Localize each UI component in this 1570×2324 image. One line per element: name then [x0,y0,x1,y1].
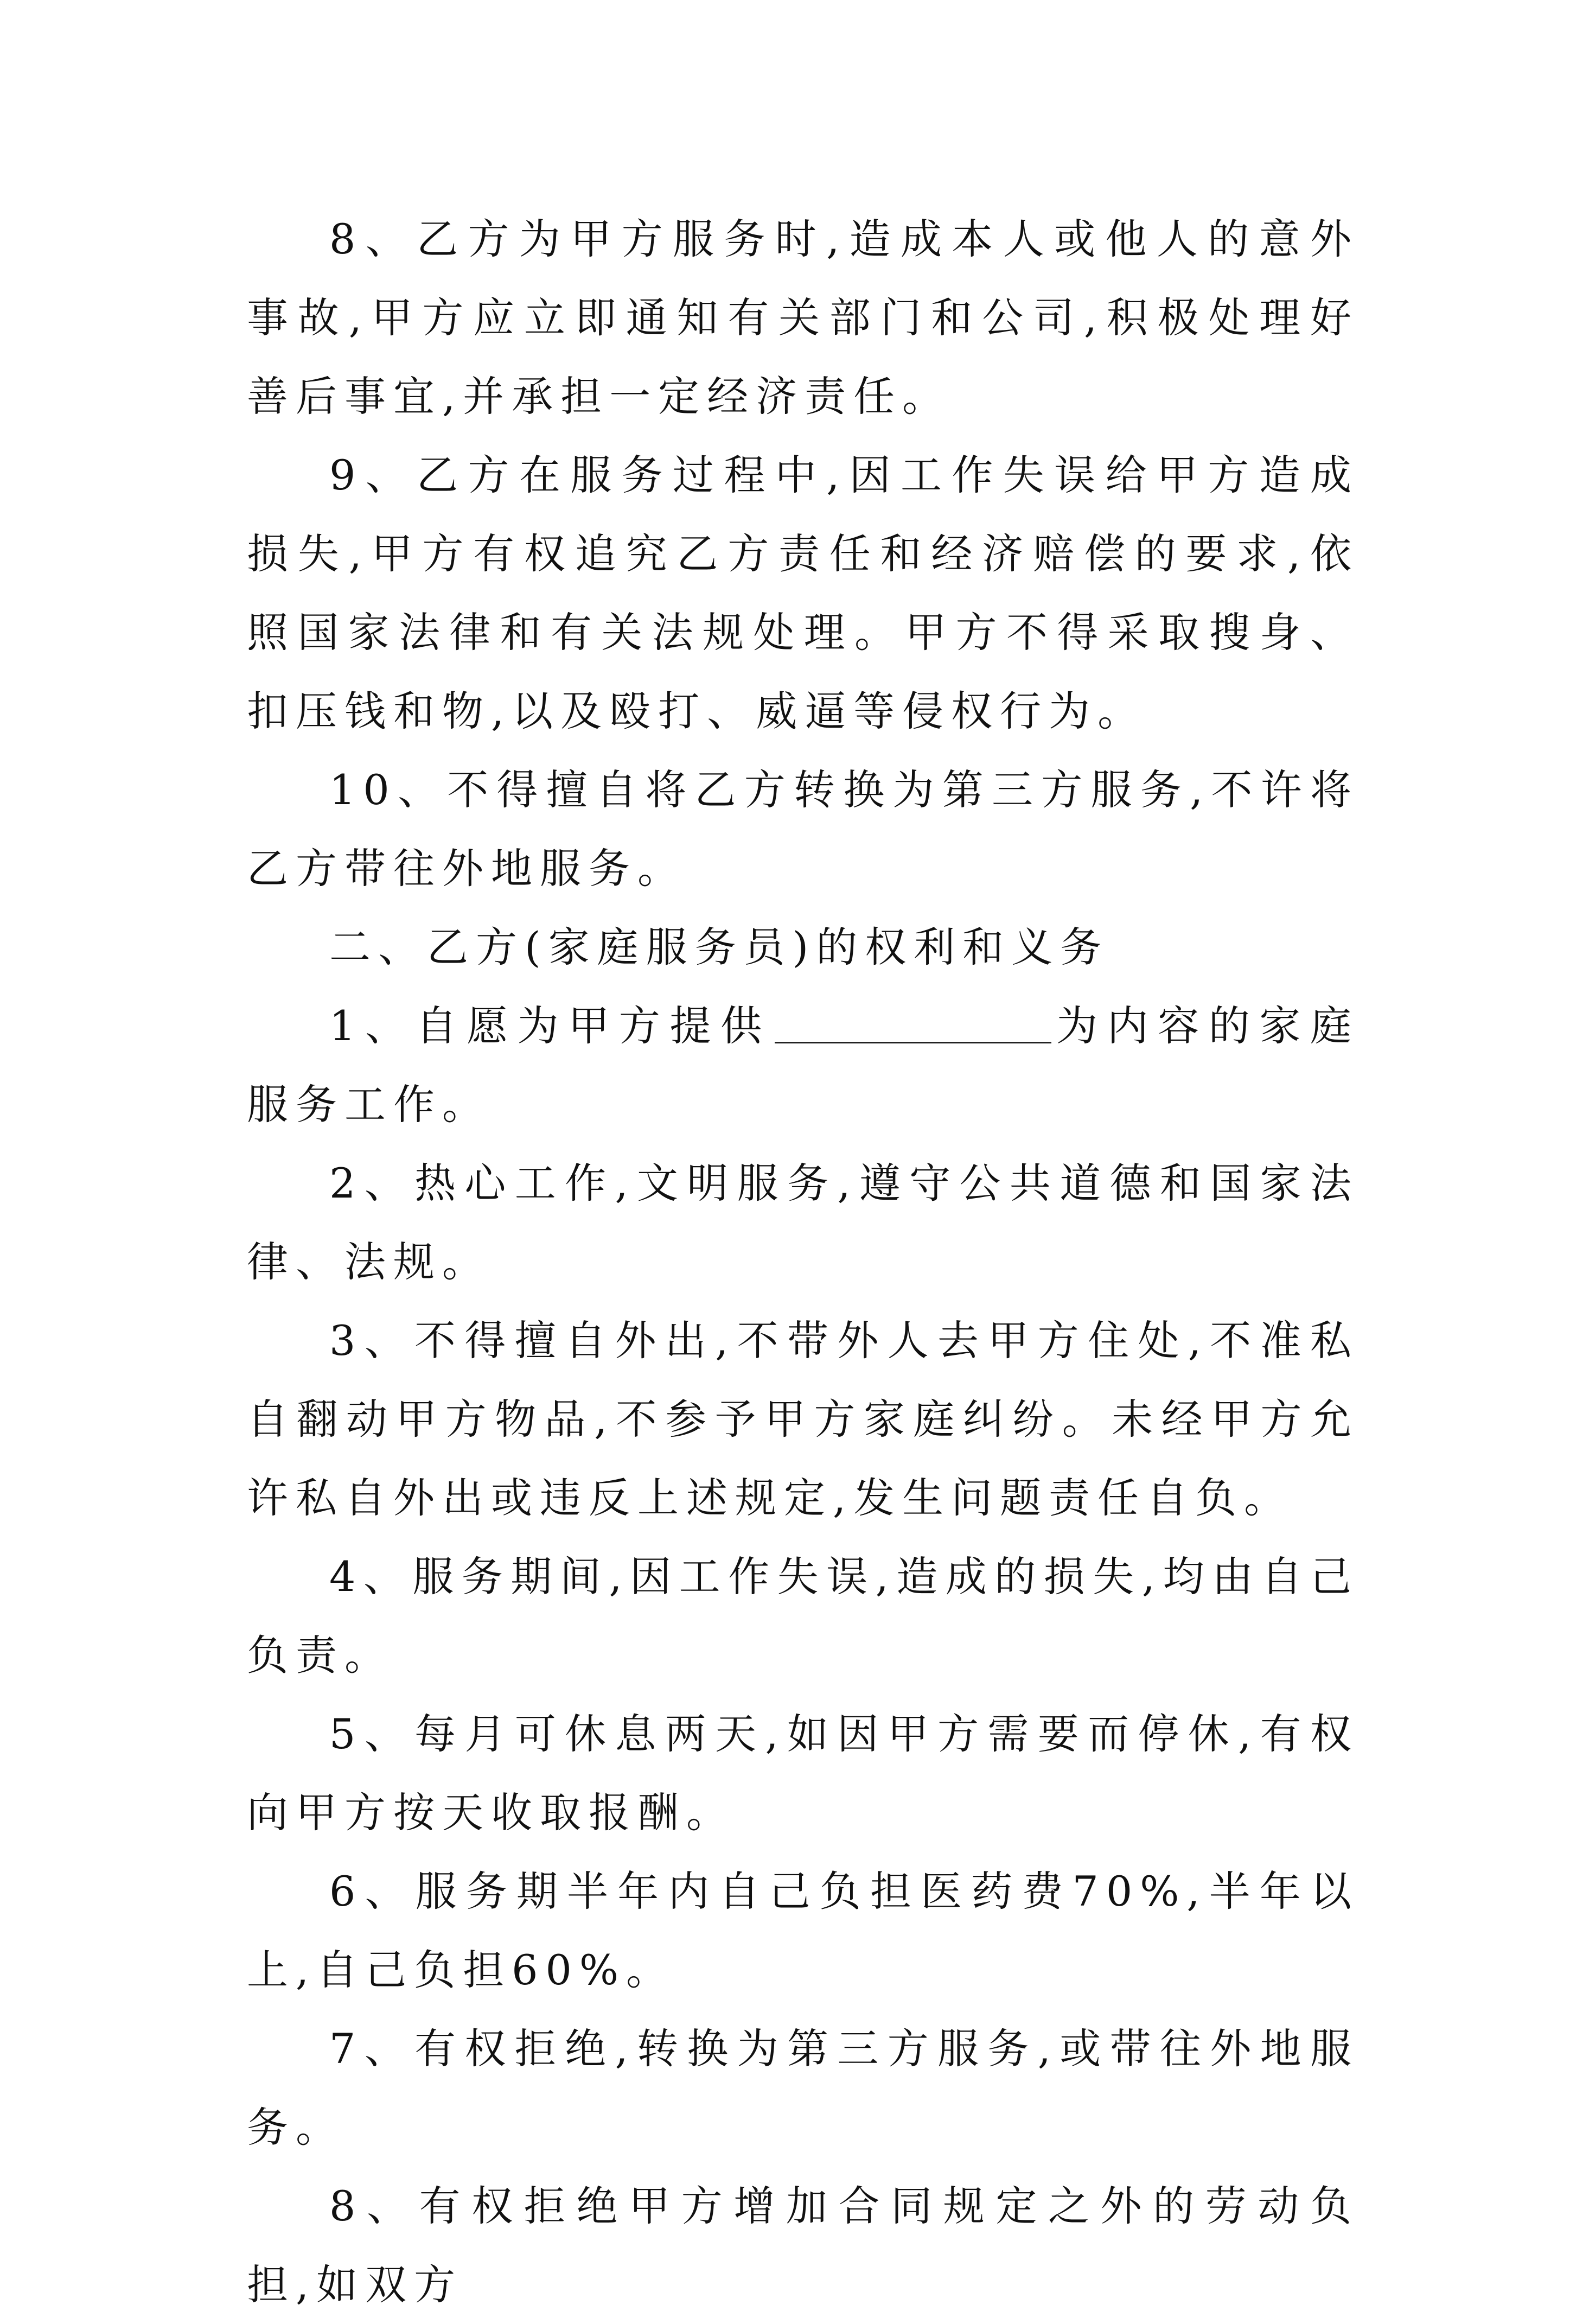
clause-b8: 8、有权拒绝甲方增加合同规定之外的劳动负担,如双方 [247,2182,1359,2309]
clause-b2: 2、热心工作,文明服务,遵守公共道德和国家法律、法规。 [247,1159,1359,1286]
clause-b1 [247,986,1359,1144]
fill-in-blank[interactable] [775,1004,1051,1043]
clause-b6: 6、服务期半年内自己负担医药费70%,半年以上,自己负担60%。 [247,1867,1359,1994]
clause-b7: 7、有权拒绝,转换为第三方服务,或带往外地服务。 [247,2024,1359,2151]
clause-b1-before: 1、自愿为甲方提供 [329,1002,771,1050]
clause-a9: 9、乙方在服务过程中,因工作失误给甲方造成损失,甲方有权追究乙方责任和经济赔偿的要求,依照国家法律和有关法规处理。甲方不得采取搜身、扣压钱和物,以及殴打、威逼等侵权行为。 [247,451,1359,735]
clause-a10: 10、不得擅自将乙方转换为第三方服务,不许将乙方带往外地服务。 [247,766,1359,893]
section-heading: 二、乙方(家庭服务员)的权利和义务 [329,923,1109,971]
clause-b5: 5、每月可休息两天,如因甲方需要而停休,有权向甲方按天收取报酬。 [247,1710,1359,1837]
document-body [247,200,1359,2324]
clause-b3: 3、不得擅自外出,不带外人去甲方住处,不准私自翻动甲方物品,不参予甲方家庭纠纷。未经甲方允许私自外出或违反上述规定,发生问题责任自负。 [247,1316,1359,1522]
clause-b1-after: 为内容的家庭服务工作。 [247,1002,1360,1129]
clause-b4: 4、服务期间,因工作失误,造成的损失,均由自己负责。 [247,1552,1359,1679]
clause-a8: 8、乙方为甲方服务时,造成本人或他人的意外事故,甲方应立即通知有关部门和公司,积极处理好善后事宜,并承担一定经济责任。 [247,215,1359,421]
